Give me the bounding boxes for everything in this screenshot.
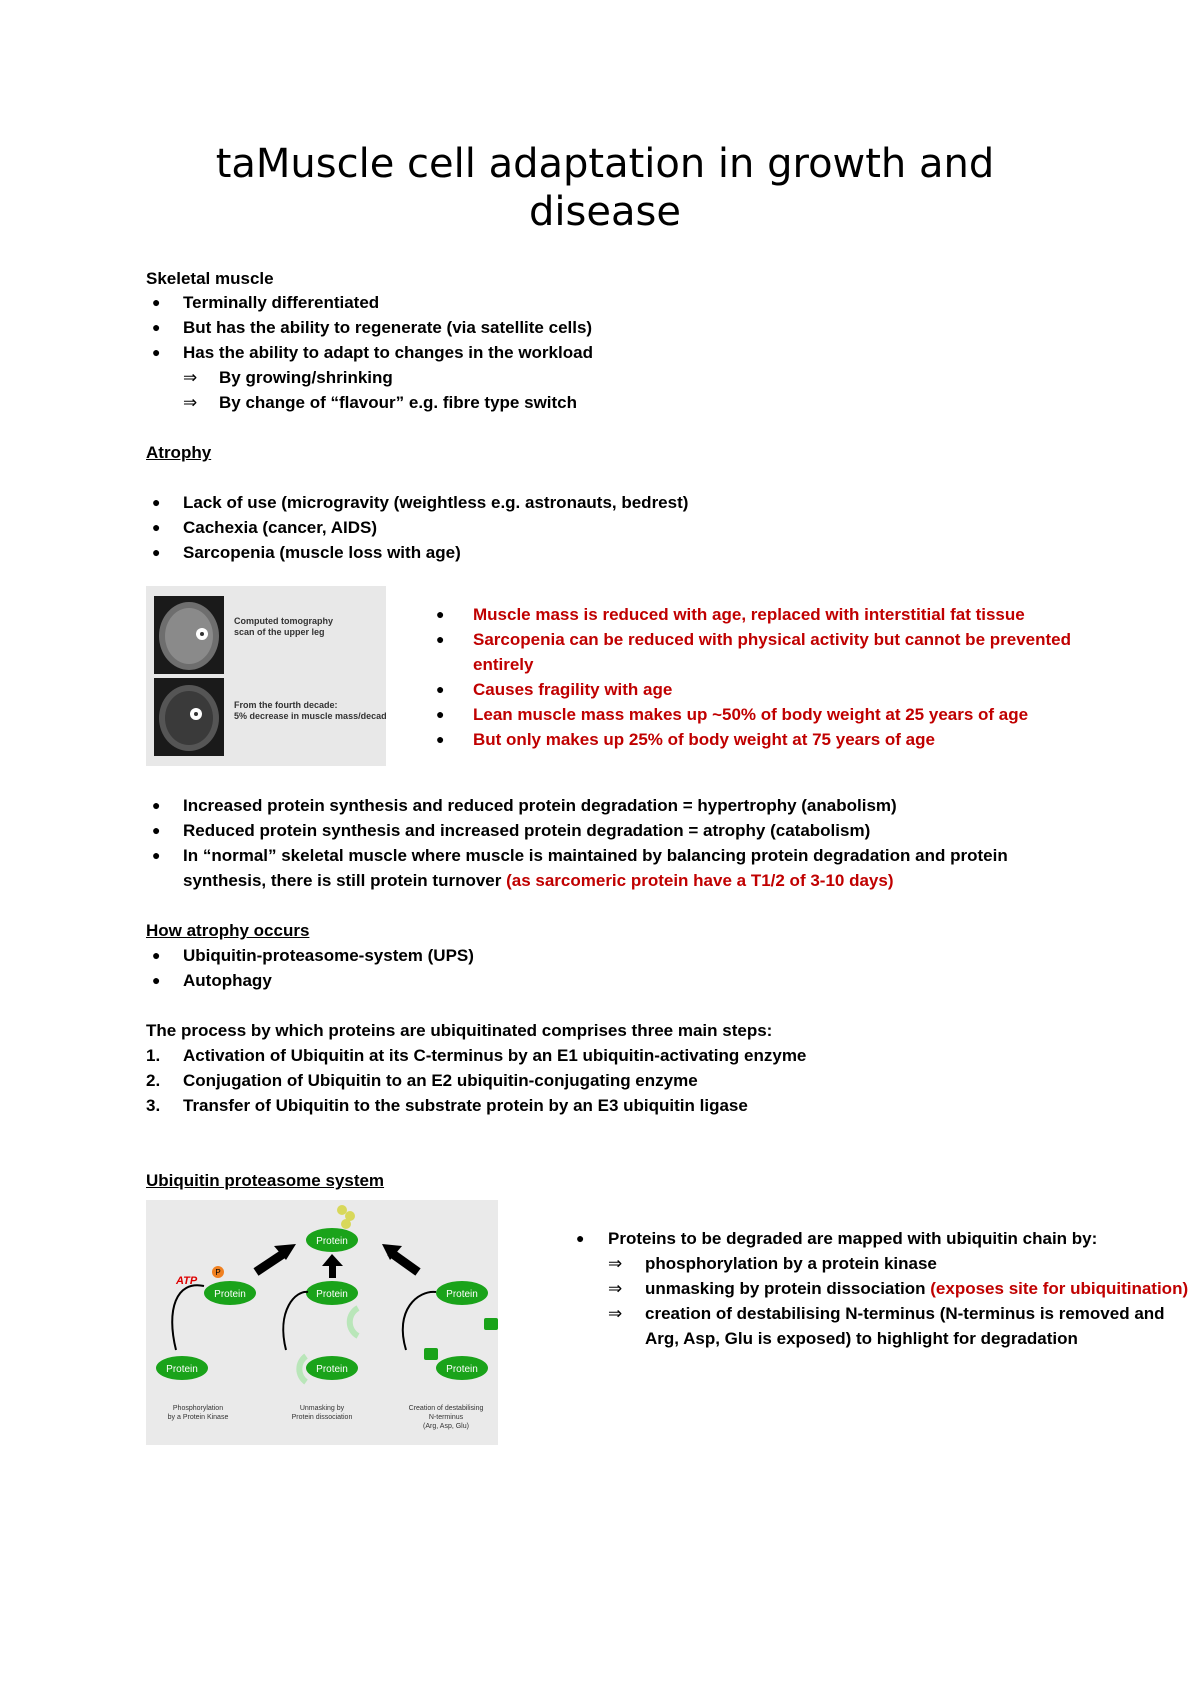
bullet-icon: ● <box>436 681 445 697</box>
list-item: In “normal” skeletal muscle where muscle is maintained by balancing protein degradation and protein <box>183 846 1008 865</box>
caption-unmasking-2: Protein dissociation <box>291 1414 353 1421</box>
protein-label: Protein <box>316 1236 348 1247</box>
unmasking-note: (exposes site for ubiquitination) <box>930 1279 1189 1298</box>
list-item: Proteins to be degraded are mapped with ubiquitin chain by: <box>608 1229 1098 1248</box>
caption-phosphorylation: Phosphorylation <box>172 1405 224 1412</box>
list-item: Terminally differentiated <box>183 293 380 312</box>
section-heading-atrophy: Atrophy <box>146 443 212 462</box>
list-item: Ubiquitin-proteasome-system (UPS) <box>183 946 474 965</box>
arrow-icon: ⇒ <box>183 368 198 387</box>
protein-label: Protein <box>446 1364 478 1375</box>
list-item: But only makes up 25% of body weight at 75 years of age <box>473 730 935 749</box>
protein-label: Protein <box>446 1289 478 1300</box>
list-item: Lean muscle mass makes up ~50% of body weight at 25 years of age <box>473 705 1029 724</box>
section-heading-skeletal: Skeletal muscle <box>146 269 274 288</box>
bullet-icon: ● <box>436 706 445 722</box>
bullet-icon: ● <box>152 797 161 813</box>
list-item: Muscle mass is reduced with age, replaced with interstitial fat tissue <box>473 605 1025 624</box>
caption-phosphorylation-2: by a Protein Kinase <box>167 1414 229 1421</box>
page-title: taMuscle cell adaptation in growth and disease <box>215 141 995 235</box>
arrow-icon: ⇒ <box>183 393 198 412</box>
protein-label: Protein <box>316 1364 348 1375</box>
arrow-icon: ⇒ <box>608 1279 623 1298</box>
list-item: Causes fragility with age <box>473 680 673 699</box>
caption-unmasking: Unmasking by <box>299 1405 345 1412</box>
bullet-icon: ● <box>152 972 161 988</box>
protein-label: Protein <box>316 1289 348 1300</box>
list-item: But has the ability to regenerate (via satellite cells) <box>183 318 593 337</box>
ups-figure <box>146 1200 498 1445</box>
list-item: Lack of use (microgravity (weightless e.g. astronauts, bedrest) <box>183 493 689 512</box>
process-intro: The process by which proteins are ubiquitinated comprises three main steps: <box>146 1021 773 1040</box>
bullet-icon: ● <box>436 731 445 747</box>
bullet-icon: ● <box>436 631 445 647</box>
bullet-icon: ● <box>152 319 161 335</box>
numbered-item: Activation of Ubiquitin at its C-terminus by an E1 ubiquitin-activating enzyme <box>183 1046 807 1065</box>
ups-diagram <box>146 1200 498 1445</box>
sub-list-item: By change of “flavour” e.g. fibre type switch <box>219 393 578 412</box>
list-item-continuation: entirely <box>473 655 534 674</box>
sub-list-item: By growing/shrinking <box>219 368 393 387</box>
sub-list-item: phosphorylation by a protein kinase <box>645 1254 937 1273</box>
bullet-icon: ● <box>152 822 161 838</box>
step-number: 1. <box>146 1046 161 1065</box>
sub-list-item <box>645 1276 1188 1301</box>
bullet-icon: ● <box>152 294 161 310</box>
unmasking-text: unmasking by protein dissociation <box>645 1279 931 1298</box>
list-item: Increased protein synthesis and reduced protein degradation = hypertrophy (anabolism) <box>183 796 897 815</box>
bullet-icon: ● <box>436 606 445 622</box>
ct-label-top-2: scan of the upper leg <box>234 627 325 637</box>
sub-list-item: creation of destabilising N-terminus (N-terminus is removed and <box>645 1304 1165 1323</box>
list-item: Has the ability to adapt to changes in the workload <box>183 343 593 362</box>
caption-destabilising-2: N-terminus <box>428 1414 464 1421</box>
bullet-icon: ● <box>152 519 161 535</box>
ct-scan-figure <box>146 586 386 766</box>
ct-label-bottom-2: 5% decrease in muscle mass/decade <box>234 711 386 721</box>
phosphate-label: P <box>215 1268 221 1277</box>
list-item: Sarcopenia can be reduced with physical activity but cannot be prevented <box>473 630 1071 649</box>
numbered-item: Transfer of Ubiquitin to the substrate protein by an E3 ubiquitin ligase <box>183 1096 748 1115</box>
arrow-icon: ⇒ <box>608 1254 623 1273</box>
section-heading-how-atrophy: How atrophy occurs <box>146 921 310 940</box>
section-heading-ups: Ubiquitin proteasome system <box>146 1171 385 1190</box>
turnover-note: (as sarcomeric protein have a T1/2 of 3-10 days) <box>506 871 894 890</box>
atp-label: ATP <box>176 1275 198 1287</box>
bullet-icon: ● <box>576 1230 585 1246</box>
bullet-icon: ● <box>152 847 161 863</box>
bullet-icon: ● <box>152 947 161 963</box>
numbered-item: Conjugation of Ubiquitin to an E2 ubiquitin-conjugating enzyme <box>183 1071 698 1090</box>
step-number: 3. <box>146 1096 161 1115</box>
bullet-icon: ● <box>152 494 161 510</box>
list-item: Sarcopenia (muscle loss with age) <box>183 543 461 562</box>
bullet-icon: ● <box>152 344 161 360</box>
list-item: Autophagy <box>183 971 272 990</box>
protein-label: Protein <box>214 1289 246 1300</box>
bullet-icon: ● <box>152 544 161 560</box>
sub-list-item-continuation: Arg, Asp, Glu is exposed) to highlight for degradation <box>645 1329 1078 1348</box>
arrow-icon: ⇒ <box>608 1304 623 1323</box>
step-number: 2. <box>146 1071 161 1090</box>
turnover-text: synthesis, there is still protein turnover <box>183 871 507 890</box>
list-item-continuation <box>183 868 893 893</box>
list-item: Reduced protein synthesis and increased protein degradation = atrophy (catabolism) <box>183 821 871 840</box>
caption-destabilising-3: (Arg, Asp, Glu) <box>423 1423 469 1430</box>
protein-label: Protein <box>166 1364 198 1375</box>
ct-label-bottom: From the fourth decade: <box>234 700 338 710</box>
ct-label-top: Computed tomography <box>234 616 333 626</box>
list-item: Cachexia (cancer, AIDS) <box>183 518 378 537</box>
ct-scan-image <box>146 586 386 766</box>
caption-destabilising: Creation of destabilising <box>408 1405 484 1412</box>
